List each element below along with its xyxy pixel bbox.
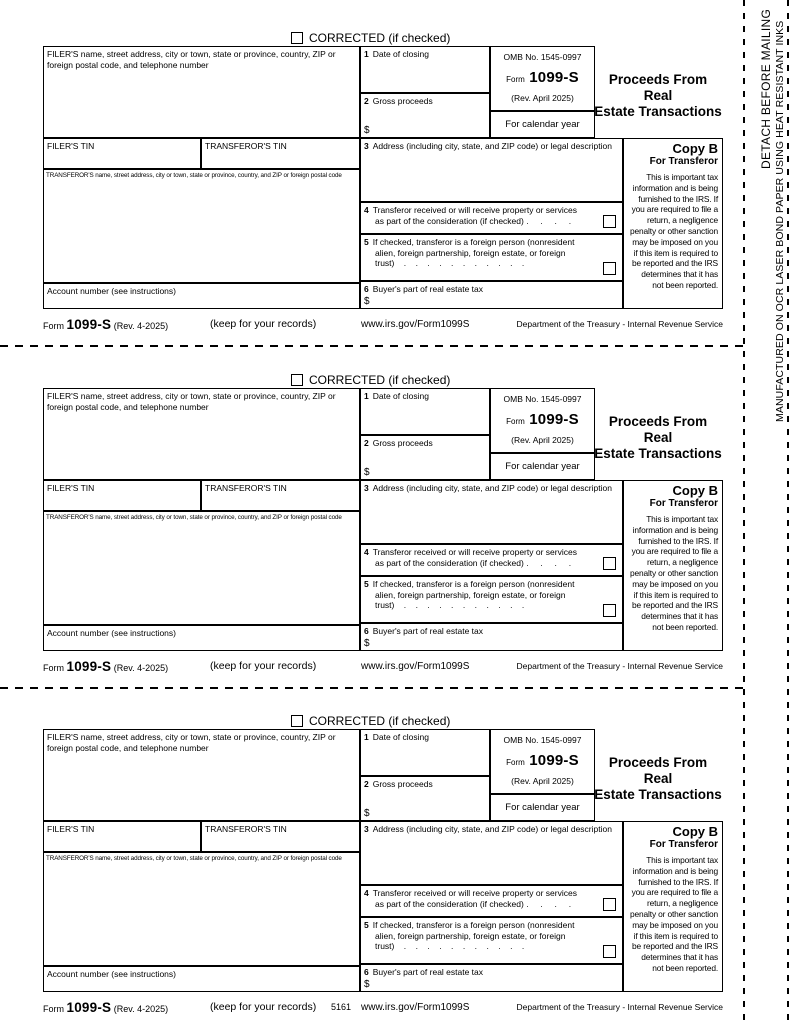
footer-form-id: Form 1099-S (Rev. 4-2025): [43, 317, 169, 332]
calendar-year-field[interactable]: [490, 453, 595, 480]
box4-label-line1: 4 Transferor received or will receive property or services: [364, 547, 577, 557]
account-number-field[interactable]: [43, 625, 360, 651]
account-number-label: Account number (see instructions): [47, 286, 176, 296]
corrected-label: CORRECTED (if checked): [309, 714, 451, 728]
filer-tin-label: FILER'S TIN: [47, 141, 95, 151]
form-table: [43, 388, 723, 651]
filer-tin-label: FILER'S TIN: [47, 483, 95, 493]
footer-form-id: Form 1099-S (Rev. 4-2025): [43, 1000, 169, 1015]
account-number-label: Account number (see instructions): [47, 969, 176, 979]
page-edge-perforation-line: [787, 0, 789, 1024]
box6-dollar-sign: $: [364, 979, 370, 990]
revision-label: (Rev. April 2025): [511, 776, 574, 786]
box4-property-services: [360, 202, 623, 234]
filer-name-label: FILER'S name, street address, city or town, state or province, country, ZIP or foreign postal code, and telephone number: [47, 732, 336, 753]
copy-b-block: [623, 480, 723, 651]
copy-b-instructions: This is important tax information and is being furnished to the IRS. If you are required to file a return, a negligence penalty or other sanction may be imposed on you if this item is required to be reported and the IRS determines that it has not been reported.: [630, 855, 718, 973]
calendar-year-field[interactable]: [490, 794, 595, 821]
transferor-name-field[interactable]: [43, 169, 360, 283]
transferor-name-field[interactable]: [43, 511, 360, 625]
box5-checkbox[interactable]: [603, 604, 616, 617]
box2-dollar-sign: $: [364, 125, 370, 136]
copy-b-label: Copy B: [672, 483, 718, 498]
transferor-tin-label: TRANSFEROR'S TIN: [205, 824, 287, 834]
filer-tin-field[interactable]: [43, 480, 201, 511]
transferor-name-label: TRANSFEROR'S name, street address, city or town, state or province, country, and ZIP or foreign postal code: [46, 514, 342, 521]
footer-department-label: Department of the Treasury - Internal Revenue Service: [516, 319, 723, 329]
box4-property-services: [360, 544, 623, 576]
account-number-field[interactable]: [43, 283, 360, 309]
box4-label-line1: 4 Transferor received or will receive property or services: [364, 888, 577, 898]
box3-address-field[interactable]: [360, 138, 623, 202]
filer-tin-field[interactable]: [43, 138, 201, 169]
omb-number: OMB No. 1545-0997: [503, 735, 582, 745]
box6-label: 6 Buyer's part of real estate tax: [364, 284, 484, 294]
box6-dollar-sign: $: [364, 638, 370, 649]
form-1099s-copy-3: [0, 714, 791, 1024]
form-footer: [43, 314, 723, 332]
box4-label-line2: as part of the consideration (if checked) . . . .: [375, 898, 572, 909]
omb-block: [490, 729, 595, 794]
calendar-year-field[interactable]: [490, 111, 595, 138]
box2-label: 2 Gross proceeds: [364, 438, 433, 448]
footer-irs-url[interactable]: www.irs.gov/Form1099S: [361, 661, 470, 672]
box5-label-line3: trust) . . . . . . . . . . .: [375, 258, 525, 268]
box1-label: 1 Date of closing: [364, 732, 429, 742]
box6-label: 6 Buyer's part of real estate tax: [364, 967, 484, 977]
box5-label-line1: 5 If checked, transferor is a foreign person (nonresident: [364, 920, 575, 930]
account-number-field[interactable]: [43, 966, 360, 992]
filer-tin-label: FILER'S TIN: [47, 824, 95, 834]
box6-label: 6 Buyer's part of real estate tax: [364, 626, 484, 636]
box5-label-line2: alien, foreign partnership, foreign estate, or foreign: [375, 589, 566, 600]
box5-label-line2: alien, foreign partnership, foreign estate, or foreign: [375, 247, 566, 258]
box2-gross-proceeds-field[interactable]: [360, 93, 490, 138]
box3-label: 3 Address (including city, state, and ZIP code) or legal description: [364, 483, 612, 493]
transferor-tin-field[interactable]: [201, 480, 360, 511]
corrected-checkbox[interactable]: [291, 374, 303, 386]
omb-number: OMB No. 1545-0997: [503, 394, 582, 404]
box2-dollar-sign: $: [364, 808, 370, 819]
form-1099s-copy-1: [0, 8, 791, 343]
box4-checkbox[interactable]: [603, 215, 616, 228]
detach-perforation-line: [743, 0, 745, 1024]
form-1099s-copy-2: [0, 373, 791, 685]
corrected-label: CORRECTED (if checked): [309, 31, 451, 45]
box4-property-services: [360, 885, 623, 917]
box5-checkbox[interactable]: [603, 945, 616, 958]
omb-block: [490, 46, 595, 111]
footer-irs-url[interactable]: www.irs.gov/Form1099S: [361, 319, 470, 330]
perforation-separator-2: [0, 687, 747, 689]
footer-keep-label: (keep for your records): [210, 1001, 317, 1013]
box1-date-of-closing-field[interactable]: [360, 729, 490, 776]
box3-label: 3 Address (including city, state, and ZIP code) or legal description: [364, 141, 612, 151]
corrected-checkbox[interactable]: [291, 715, 303, 727]
form-table: [43, 46, 723, 309]
box5-checkbox[interactable]: [603, 262, 616, 275]
transferor-name-label: TRANSFEROR'S name, street address, city or town, state or province, country, and ZIP or foreign postal code: [46, 172, 342, 179]
box1-label: 1 Date of closing: [364, 391, 429, 401]
form-number-line: Form 1099-S: [506, 69, 579, 86]
form-title: Proceeds From Real Estate Transactions: [594, 755, 722, 802]
revision-label: (Rev. April 2025): [511, 435, 574, 445]
transferor-tin-field[interactable]: [201, 138, 360, 169]
box4-label-line1: 4 Transferor received or will receive property or services: [364, 205, 577, 215]
box2-gross-proceeds-field[interactable]: [360, 435, 490, 480]
box2-label: 2 Gross proceeds: [364, 779, 433, 789]
box2-label: 2 Gross proceeds: [364, 96, 433, 106]
calendar-year-label: For calendar year: [505, 802, 580, 813]
omb-block: [490, 388, 595, 453]
box3-address-field[interactable]: [360, 480, 623, 544]
box1-label: 1 Date of closing: [364, 49, 429, 59]
box5-foreign-person: [360, 234, 623, 281]
box5-label-line1: 5 If checked, transferor is a foreign person (nonresident: [364, 579, 575, 589]
corrected-checkbox[interactable]: [291, 32, 303, 44]
box5-label-line2: alien, foreign partnership, foreign estate, or foreign: [375, 930, 566, 941]
footer-department-label: Department of the Treasury - Internal Revenue Service: [516, 661, 723, 671]
footer-irs-url[interactable]: www.irs.gov/Form1099S: [361, 1002, 470, 1013]
box5-foreign-person: [360, 917, 623, 964]
calendar-year-label: For calendar year: [505, 119, 580, 130]
copy-b-instructions: This is important tax information and is being furnished to the IRS. If you are required to file a return, a negligence penalty or other sanction may be imposed on you if this item is required to be reported and the IRS determines that it has not been reported.: [630, 514, 718, 632]
form-number-line: Form 1099-S: [506, 752, 579, 769]
omb-number: OMB No. 1545-0997: [503, 52, 582, 62]
box4-checkbox[interactable]: [603, 898, 616, 911]
box4-label-line2: as part of the consideration (if checked) . . . .: [375, 215, 572, 226]
box5-label-line1: 5 If checked, transferor is a foreign person (nonresident: [364, 237, 575, 247]
perforation-separator-1: [0, 345, 747, 347]
form-footer: [43, 997, 723, 1015]
footer-keep-label: (keep for your records): [210, 660, 317, 672]
for-transferor-label: For Transferor: [649, 839, 718, 850]
box2-dollar-sign: $: [364, 467, 370, 478]
box6-buyers-tax-field[interactable]: [360, 623, 623, 651]
for-transferor-label: For Transferor: [649, 498, 718, 509]
detach-before-mailing-text: DETACH BEFORE MAILING: [759, 8, 773, 169]
copy-b-block: [623, 821, 723, 992]
copy-b-block: [623, 138, 723, 309]
form-footer: [43, 656, 723, 674]
filer-tin-field[interactable]: [43, 821, 201, 852]
form-title: Proceeds From Real Estate Transactions: [594, 414, 722, 461]
box4-checkbox[interactable]: [603, 557, 616, 570]
copy-b-label: Copy B: [672, 141, 718, 156]
box1-date-of-closing-field[interactable]: [360, 46, 490, 93]
transferor-name-label: TRANSFEROR'S name, street address, city or town, state or province, country, and ZIP or foreign postal code: [46, 855, 342, 862]
calendar-year-label: For calendar year: [505, 461, 580, 472]
box6-buyers-tax-field[interactable]: [360, 964, 623, 992]
form-table: [43, 729, 723, 992]
account-number-label: Account number (see instructions): [47, 628, 176, 638]
revision-label: (Rev. April 2025): [511, 93, 574, 103]
corrected-label: CORRECTED (if checked): [309, 373, 451, 387]
box6-dollar-sign: $: [364, 296, 370, 307]
box5-label-line3: trust) . . . . . . . . . . .: [375, 941, 525, 951]
footer-department-label: Department of the Treasury - Internal Revenue Service: [516, 1002, 723, 1012]
filer-name-label: FILER'S name, street address, city or town, state or province, country, ZIP or foreign postal code, and telephone number: [47, 391, 336, 412]
transferor-tin-label: TRANSFEROR'S TIN: [205, 141, 287, 151]
for-transferor-label: For Transferor: [649, 156, 718, 167]
manufactured-stock-text: MANUFACTURED ON OCR LASER BOND PAPER USING HEAT RESISTANT INKS: [774, 20, 786, 422]
footer-page-code: 5161: [331, 1002, 352, 1012]
filer-name-field[interactable]: [43, 46, 360, 138]
form-title: Proceeds From Real Estate Transactions: [594, 72, 722, 119]
box6-buyers-tax-field[interactable]: [360, 281, 623, 309]
copy-b-instructions: This is important tax information and is being furnished to the IRS. If you are required to file a return, a negligence penalty or other sanction may be imposed on you if this item is required to be reported and the IRS determines that it has not been reported.: [630, 172, 718, 290]
transferor-tin-field[interactable]: [201, 821, 360, 852]
footer-keep-label: (keep for your records): [210, 318, 317, 330]
footer-form-id: Form 1099-S (Rev. 4-2025): [43, 659, 169, 674]
transferor-tin-label: TRANSFEROR'S TIN: [205, 483, 287, 493]
filer-name-field[interactable]: [43, 729, 360, 821]
copy-b-label: Copy B: [672, 824, 718, 839]
transferor-name-field[interactable]: [43, 852, 360, 966]
box1-date-of-closing-field[interactable]: [360, 388, 490, 435]
box3-label: 3 Address (including city, state, and ZIP code) or legal description: [364, 824, 612, 834]
box4-label-line2: as part of the consideration (if checked) . . . .: [375, 557, 572, 568]
box5-foreign-person: [360, 576, 623, 623]
box3-address-field[interactable]: [360, 821, 623, 885]
filer-name-field[interactable]: [43, 388, 360, 480]
form-number-line: Form 1099-S: [506, 411, 579, 428]
box5-label-line3: trust) . . . . . . . . . . .: [375, 600, 525, 610]
filer-name-label: FILER'S name, street address, city or town, state or province, country, ZIP or foreign postal code, and telephone number: [47, 49, 336, 70]
box2-gross-proceeds-field[interactable]: [360, 776, 490, 821]
